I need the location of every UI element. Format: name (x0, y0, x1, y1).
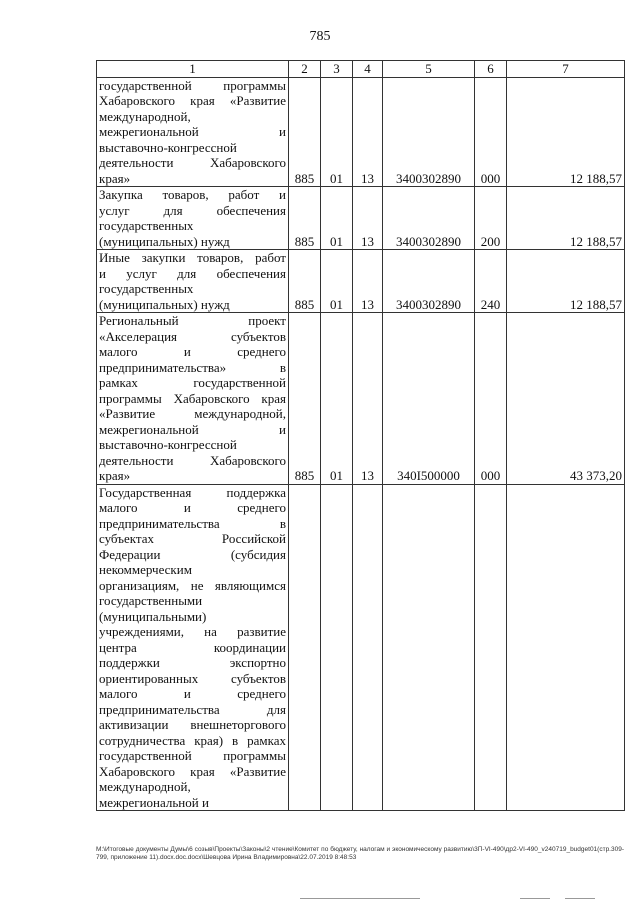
description-line: учреждениями, на развитие (99, 624, 286, 639)
description-line: центра координации (99, 639, 286, 655)
description-line: «Акселерация субъектов (99, 328, 286, 344)
description-line: деятельности Хабаровского (99, 452, 286, 468)
description-line: государственной программы (99, 77, 286, 93)
description-line: Иные закупки товаров, работ (99, 250, 286, 265)
description-line: Хабаровского края «Развитие (99, 93, 286, 108)
row-description (97, 187, 289, 250)
header-col-5: 5 (383, 61, 475, 78)
expense-type-cell: 200 (475, 187, 507, 250)
ministry-code-cell (289, 484, 321, 811)
description-line: деятельности Хабаровского (99, 155, 286, 170)
target-article-cell (383, 484, 475, 811)
description-line: малого и среднего (99, 500, 286, 515)
description-line: сотрудничества края) в рамках (99, 732, 286, 748)
description-line: Закупка товаров, работ и (99, 187, 286, 202)
description-line: Федерации (субсидия (99, 546, 286, 562)
header-row (97, 61, 625, 78)
ministry-code-cell: 885 (289, 77, 321, 187)
target-article-cell: 340I500000 (383, 313, 475, 485)
description-line: субъектах Российской (99, 531, 286, 546)
description-line: края» (99, 468, 131, 483)
amount-cell: 12 188,57 (507, 187, 625, 250)
description-line: государственной программы (99, 748, 286, 763)
subsection-code-cell (353, 484, 383, 811)
target-article-cell: 3400302890 (383, 77, 475, 187)
description-line: предпринимательства для (99, 701, 286, 717)
header-col-4: 4 (353, 61, 383, 78)
header-col-6: 6 (475, 61, 507, 78)
section-code-cell: 01 (321, 313, 353, 485)
description-line: международной, (99, 108, 191, 124)
description-line: (муниципальными) (99, 608, 207, 624)
section-code-cell: 01 (321, 250, 353, 313)
description-line: межрегиональной и (99, 124, 286, 139)
description-line: малого и среднего (99, 686, 286, 701)
target-article-cell: 3400302890 (383, 250, 475, 313)
header-col-1: 1 (97, 61, 289, 78)
row-description (97, 77, 289, 187)
description-line: выставочно-конгрессной (99, 437, 237, 452)
amount-cell: 43 373,20 (507, 313, 625, 485)
description-line: рамках государственной (99, 375, 286, 390)
description-line: «Развитие международной, (99, 406, 286, 421)
scan-mark (520, 898, 550, 899)
description-line: (муниципальных) нужд (99, 296, 230, 312)
scan-mark (565, 898, 595, 899)
description-line: выставочно-конгрессной (99, 139, 237, 155)
amount-cell: 12 188,57 (507, 77, 625, 187)
table-row (97, 313, 625, 485)
description-line: Региональный проект (99, 313, 286, 328)
budget-table (96, 60, 625, 811)
description-line: ориентированных субъектов (99, 670, 286, 686)
ministry-code-cell: 885 (289, 187, 321, 250)
description-line: Государственная поддержка (99, 484, 286, 500)
expense-type-cell: 240 (475, 250, 507, 313)
description-line: предпринимательства в (99, 515, 286, 531)
document-path-footer: M:\Итоговые документы Думы\6 созыв\Проекты\Законы\2 чтение\Комитет по бюджету, налогам и экономическому развитию\3П-VI-490\др2-VI-490_v240719_budget01(стр.309-799, приложение 11).docx.doc.docx\Шевцова Ирина Владимировна\22.07.2019 8:48:53 (96, 846, 624, 861)
table-row (97, 484, 625, 811)
header-col-3: 3 (321, 61, 353, 78)
subsection-code-cell: 13 (353, 313, 383, 485)
description-line: поддержки экспортно (99, 655, 286, 670)
subsection-code-cell: 13 (353, 187, 383, 250)
page-number: 785 (309, 29, 331, 44)
description-line: межрегиональной и (99, 421, 286, 437)
description-line: программы Хабаровского края (99, 390, 286, 406)
section-code-cell: 01 (321, 77, 353, 187)
ministry-code-cell: 885 (289, 250, 321, 313)
description-line: некоммерческим (99, 562, 192, 577)
row-description (97, 484, 289, 811)
description-line: и услуг для обеспечения (99, 265, 286, 281)
description-line: межрегиональной и (99, 794, 209, 810)
subsection-code-cell: 13 (353, 250, 383, 313)
description-line: международной, (99, 779, 191, 794)
table-row (97, 77, 625, 187)
ministry-code-cell: 885 (289, 313, 321, 485)
expense-type-cell: 000 (475, 77, 507, 187)
description-line: края» (99, 170, 131, 186)
table-row (97, 250, 625, 313)
scan-mark (300, 898, 420, 899)
amount-cell: 12 188,57 (507, 250, 625, 313)
section-code-cell: 01 (321, 187, 353, 250)
description-line: государственными (99, 593, 203, 608)
section-code-cell (321, 484, 353, 811)
description-line: активизации внешнеторгового (99, 717, 286, 732)
description-line: (муниципальных) нужд (99, 233, 230, 249)
expense-type-cell: 000 (475, 313, 507, 485)
table-row (97, 187, 625, 250)
row-description (97, 313, 289, 485)
description-line: предпринимательства» в (99, 359, 286, 375)
description-line: государственных (99, 218, 194, 233)
description-line: государственных (99, 281, 194, 296)
row-description (97, 250, 289, 313)
description-line: Хабаровского края «Развитие (99, 763, 286, 779)
description-line: организациям, не являющимся (99, 577, 286, 593)
expense-type-cell (475, 484, 507, 811)
amount-cell (507, 484, 625, 811)
description-line: услуг для обеспечения (99, 202, 286, 218)
header-col-2: 2 (289, 61, 321, 78)
header-col-7: 7 (507, 61, 625, 78)
target-article-cell: 3400302890 (383, 187, 475, 250)
description-line: малого и среднего (99, 344, 286, 359)
subsection-code-cell: 13 (353, 77, 383, 187)
